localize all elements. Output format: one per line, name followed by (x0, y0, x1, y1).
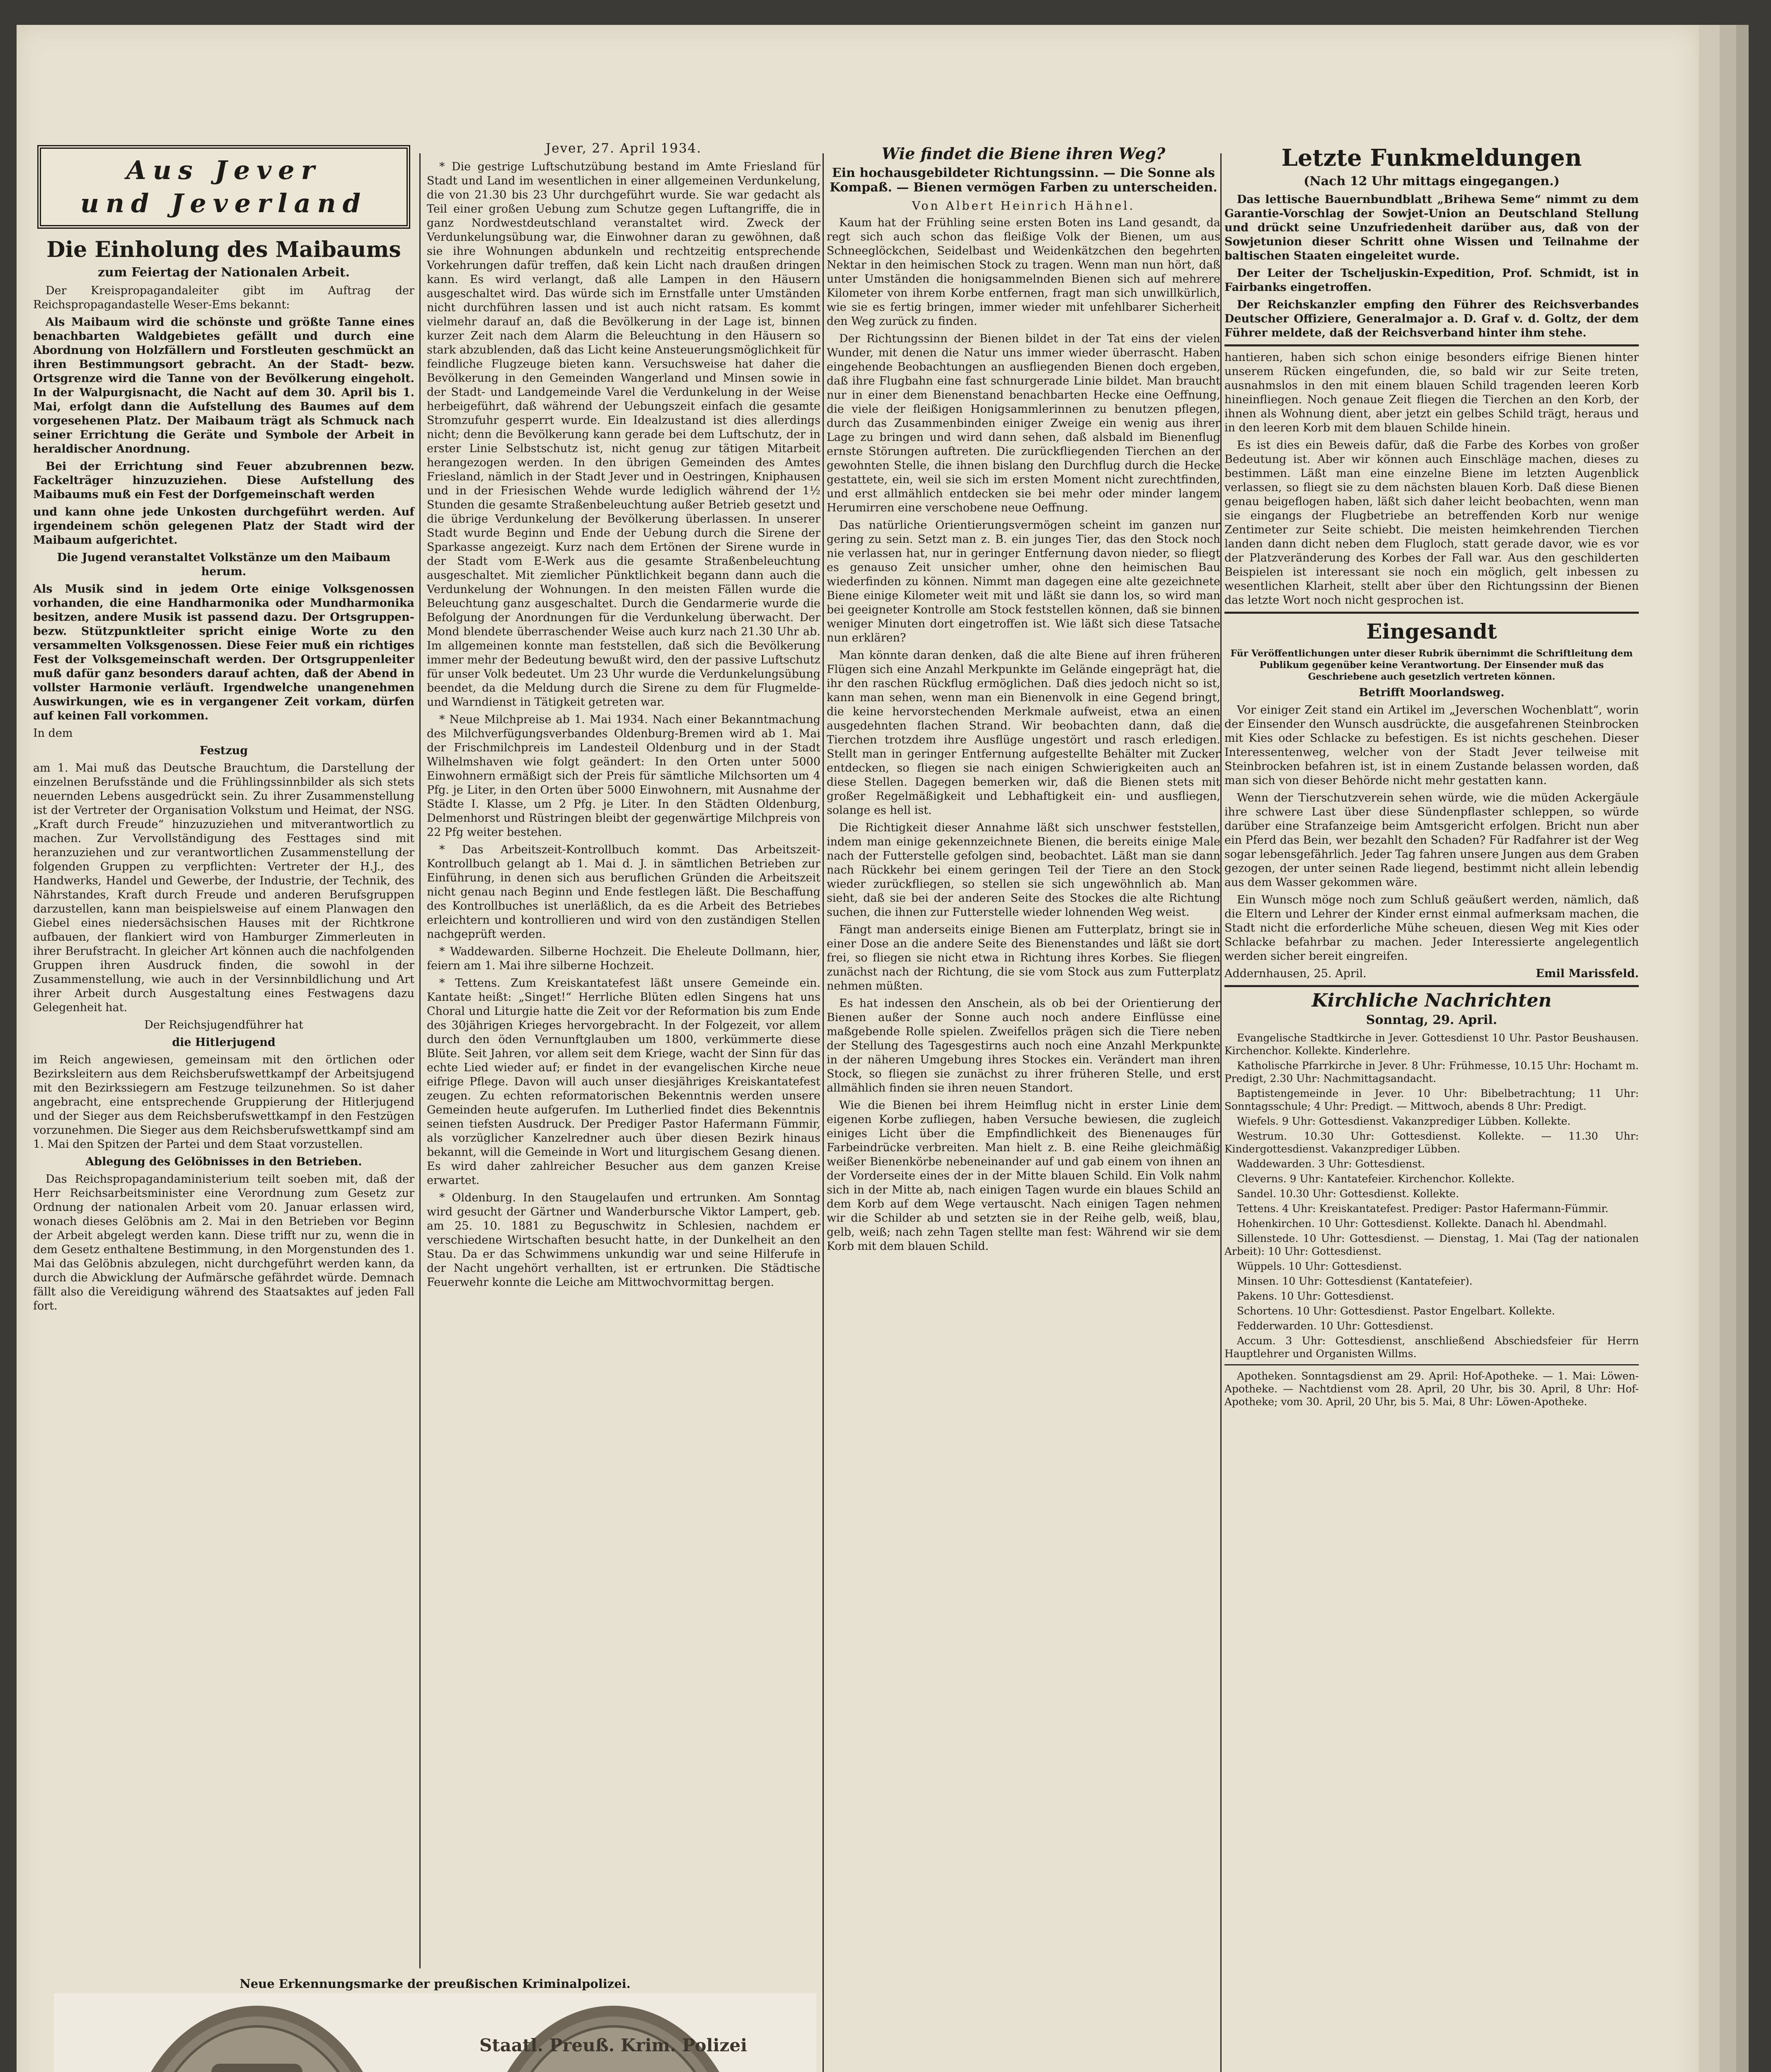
service-entry: Sillenstede. 10 Uhr: Gottesdienst. — Dienstag, 1. Mai (Tag der nationalen Arbeit): 10 Uhr: Gottesdienst. (1224, 1232, 1639, 1257)
masthead-line-2: und Jeverland (80, 188, 368, 218)
news-item: * Oldenburg. In den Staugelaufen und ertrunken. Am Sonntag wird gesucht der Gärtner und Wanderbursche Viktor Lampert, geb. am 25. 10. 1881 zu Beguschwitz in Schlesien, nachdem er verschiedene Wirtschaften besucht hatte, in der Dunkelheit an den Stau. Da er das Schwimmens unkundig war und seine Hilferufe in der Nacht ungehört verhallten, ist er ertrunken. Die Städtische Feuerwehr konnte die Leiche am Mittwochvormittag bergen. (427, 1191, 820, 1289)
section-subhead: Ablegung des Gelöbnisses in den Betrieben. (85, 1155, 362, 1168)
service-entry: Pakens. 10 Uhr: Gottesdienst. (1237, 1290, 1394, 1302)
signoff (1224, 967, 1639, 981)
service-entry: Accum. 3 Uhr: Gottesdienst, anschließend Abschiedsfeier für Herrn Hauptlehrer und Organisten Willms. (1224, 1335, 1639, 1360)
divider (1224, 612, 1639, 614)
article-headline: Wie findet die Biene ihren Weg? (881, 144, 1166, 163)
section-headline: Eingesandt (1366, 619, 1497, 644)
service-entry: Hohenkirchen. 10 Uhr: Gottesdienst. Kollekte. Danach hl. Abendmahl. (1237, 1218, 1607, 1230)
paragraph: Vor einiger Zeit stand ein Artikel im „Jeverschen Wochenblatt“, worin der Einsender den Wunsch ausdrückte, die ausgefahrenen Steinbrocken mit Kies oder Schlacke zu befestigen. Es ist nichts geschehen. Dieser Interessentenweg, welcher von der Stadt Jever teilweise mit Steinbrocken befahren ist, ist in einem Zustande belassen worden, daß man sich von dieser Behörde nicht mehr gestatten kann. (1224, 704, 1639, 787)
dateline: Jever, 27. April 1934. (545, 141, 702, 156)
article-subhead: zum Feiertag der Nationalen Arbeit. (97, 265, 350, 280)
column-rule (419, 153, 421, 1968)
paragraph: Fängt man anderseits einige Bienen am Futterplatz, bringt sie in einer Dose an die andere Seite des Bienenstandes und läßt sie dort frei, so fliegen sie nicht etwa in Richtung ihres Korbes. Sie fliegen zunächst nach der Richtung, die sie vom Stock aus zum Futterplatz nehmen müßten. (827, 923, 1220, 992)
section-headline: Kirchliche Nachrichten (1311, 990, 1552, 1011)
service-entry: Minsen. 10 Uhr: Gottesdienst (Kantatefeier). (1237, 1275, 1473, 1287)
paragraph: Wie die Bienen bei ihrem Heimflug nicht in erster Linie dem eigenen Korbe zufliegen, haben Versuche bewiesen, die zugleich einiges Licht über die Empfindlichkeit des Bienenauges für Farbeindrücke verbreiten. Man hielt z. B. eine Reihe gleichmäßig weißer Bienenkörbe nebeneinander auf und gab einem von ihnen an der Vorderseite eines der in der Mitte blauen Schild. Ein Volk nahm sich in der Mitte ab, nach einigen Tagen wurde ein blaues Schild an dem Korb auf dem Wege vertauscht. Nach einigen Tagen nehmen wir die Schilder ab und setzten sie in der Reihe gelb, weiß, blau, gelb, weiß; nach zehn Tagen stellte man fest: Während wir sie dem Korb mit dem blauen Schild. (827, 1099, 1220, 1253)
badge-inscription-top: Staatl. Preuß. Krim. Polizei (479, 2035, 748, 2055)
photo-caption-top: Neue Erkennungsmarke der preußischen Kriminalpolizei. (240, 1977, 631, 1991)
paragraph: In dem (33, 727, 73, 740)
section-date: Sonntag, 29. April. (1366, 1013, 1498, 1027)
column-2 (427, 141, 820, 1293)
section-subhead: (Nach 12 Uhr mittags eingegangen.) (1304, 174, 1560, 189)
disclaimer: Für Veröffentlichungen unter dieser Rubrik übernimmt die Schriftleitung dem Publikum gegenüber keine Verantwortung. Der Einsender muß das Geschriebene auch gesetzlich vertreten können. (1230, 648, 1633, 682)
paragraph: Wenn der Tierschutzverein sehen würde, wie die müden Ackergäule ihre schwere Last über diese Sündenpflaster schleppen, so würde darüber eine Strafanzeige beim Amtsgericht erfolgen. Bricht nun aber ein Pferd das Bein, wer bezahlt den Schaden? Für Radfahrer ist der Weg sogar lebensgefährlich. Jeder Tag fahren unsere Jungen aus dem Graben gezogen, der unter seinen Rade liegend, bestimmt nicht allein lebendig aus dem Wasser gekommen wäre. (1224, 792, 1639, 889)
paragraph: Als Musik sind in jedem Orte einige Volksgenossen vorhanden, die eine Handharmonika oder Mundharmonika besitzen, andere Musik ist passend dazu. Der Ortsgruppen- bezw. Stützpunktleiter spricht einige Worte zu den versammelten Volksgenossen. Diese Feier muß ein richtiges Fest der Volksgemeinschaft werden. Der Ortsgruppenleiter muß dafür ganz besonders darauf achten, daß der Abend in vollster Harmonie verläuft. Irgendwelche unangenehmen Auswirkungen, wie es in vergangener Zeit vorkam, dürfen auf keinen Fall vorkommen. (33, 583, 414, 722)
paragraph: Ein Wunsch möge noch zum Schluß geäußert werden, nämlich, daß die Eltern und Lehrer der Kinder ernst einmal aufmerksam machen, die Stadt nicht die erforderliche Mühe scheuen, diesen Weg mit Kies oder Schlacke befahrbar zu machen. Jeder Interessierte angelegentlich werden sicher bereit eingreifen. (1224, 893, 1639, 963)
page-edge (1720, 25, 1736, 2072)
byline: Von Albert Heinrich Hähnel. (912, 199, 1135, 213)
service-entry: Katholische Pfarrkirche in Jever. 8 Uhr: Frühmesse, 10.15 Uhr: Hochamt m. Predigt, 2.30 Uhr: Nachmittagsandacht. (1224, 1060, 1639, 1084)
masthead-line-1: Aus Jever (126, 155, 322, 185)
paragraph: im Reich angewiesen, gemeinsam mit den örtlichen oder Bezirksleitern aus dem Reichsberufswettkampf der Arbeitsjugend mit den Bezirkssiegern am Festzuge teilzunehmen. So ist daher angebracht, eine entsprechende Gruppierung der Hitlerjugend und der Sieger aus dem Reichsberufswettkampf in den Festzügen vorzunehmen. Die Sieger aus dem Reichsberufswettkampf sind am 1. Mai den Spitzen der Partei und dem Staat vorzustellen. (33, 1053, 414, 1151)
page-edge (1736, 25, 1749, 2072)
letter-topic: Betrifft Moorlandsweg. (1359, 686, 1505, 699)
paragraph: Die Jugend veranstaltet Volkstänze um den Maibaum herum. (57, 551, 391, 578)
pharmacy-notice: Apotheken. Sonntagsdienst am 29. April: Hof-Apotheke. — 1. Mai: Löwen-Apotheke. — Nachtdienst vom 28. April, 20 Uhr, bis 30. April, 8 Uhr: Hof-Apotheke; vom 30. April, 20 Uhr, bis 5. Mai, 8 Uhr: Löwen-Apotheke. (1224, 1370, 1639, 1408)
section-masthead (37, 145, 410, 229)
service-entry: Tettens. 4 Uhr: Kreiskantatefest. Prediger: Pastor Hafermann-Fümmir. (1237, 1203, 1609, 1215)
section-subhead: die Hitlerjugend (172, 1036, 276, 1049)
news-item: Der Leiter der Tscheljuskin-Expedition, Prof. Schmidt, ist in Fairbanks eingetroffen. (1224, 267, 1639, 294)
service-entry: Westrum. 10.30 Uhr: Gottesdienst. Kollekte. — 11.30 Uhr: Kindergottesdienst. Vakanzprediger Lübben. (1224, 1130, 1639, 1155)
paragraph: Kaum hat der Frühling seine ersten Boten ins Land gesandt, da regt sich auch schon das fleißige Volk der Bienen, um aus Schneeglöckchen, Seidelbast und Weidenkätzchen den begehrten Nektar in den heimischen Stock zu tragen. Wenn man nun hört, daß unter Umständen die honigsammelnden Bienen sich auf mehrere Kilometer von ihrem Korbe entfernen, fragt man sich unwillkürlich, wie sie es fertig bringen, immer wieder mit unfehlbarer Sicherheit den Weg zurück zu finden. (827, 216, 1220, 328)
paragraph: Das natürliche Orientierungsvermögen scheint im ganzen nur gering zu sein. Setzt man z. B. ein junges Tier, das den Stock noch nie verlassen hat, nur in geringer Entfernung davon nieder, so fliegt es genauso Zeit unsicher umher, ohne den heimischen Bau wiederfinden zu können. Nimmt man dagegen eine alte gezeichnete Biene einige Kilometer weit mit und läßt sie dann los, so wird man bei geeigneter Kontrolle am Stock feststellen können, daß sie binnen weniger Minuten dort eingetroffen ist. Wie läßt sich diese Tatsache nun erklären? (827, 519, 1220, 644)
news-item: * Waddewarden. Silberne Hochzeit. Die Eheleute Dollmann, hier, feiern am 1. Mai ihre silberne Hochzeit. (427, 945, 820, 972)
divider (1224, 985, 1639, 987)
paragraph: Es hat indessen den Anschein, als ob bei der Orientierung der Bienen außer der Sonne auch noch andere Einflüsse eine maßgebende Rolle spielen. Zweifellos prägen sich die Tiere neben der Stellung des Tagesgestirns auch noch eine Anzahl Merkpunkte in der näheren Umgebung ihres Stockes ein. Verändert man ihren Stock, so fliegen sie zunächst zu ihrer früheren Stelle, und erst allmählich finden sie ihren neuen Standort. (827, 997, 1220, 1094)
news-item: * Das Arbeitszeit-Kontrollbuch kommt. Das Arbeitszeit-Kontrollbuch gelangt ab 1. Mai d. J. in sämtlichen Betrieben zur Einführung, in denen sich aus beruflichen Gründen die Arbeitszeit nicht genau nach Beginn und Ende festlegen läßt. Die Beschaffung des Kontrollbuches ist unerläßlich, da es die Arbeit des Betriebes erleichtern und kontrollieren und wird von den zuständigen Stellen nachgeprüft werden. (427, 843, 820, 941)
paragraph: Die Richtigkeit dieser Annahme läßt sich unschwer feststellen, indem man einige gekennzeichnete Bienen, die bereits einige Male nach der Futterstelle gefolgen sind, beobachtet. Läßt man sie dann nach Rückkehr bei einem geringen Teil der Tiere an den Stock wieder zurückfliegen, so stellen sie sich ungewöhnlich ab. Man sieht, daß sie bei der anderen Seite des Stockes die alte Richtung suchen, die ihnen zur Futterstelle wieder lohnenden Weg weist. (827, 821, 1220, 919)
service-entry: Sandel. 10.30 Uhr: Gottesdienst. Kollekte. (1237, 1188, 1459, 1200)
signoff-place: Addernhausen, 25. April. (1224, 967, 1367, 980)
article-subhead: Ein hochausgebildeter Richtungssinn. — Die Sonne als Kompaß. — Bienen vermögen Farben zu unterscheiden. (830, 166, 1217, 195)
service-entry: Baptistengemeinde in Jever. 10 Uhr: Bibelbetrachtung; 11 Uhr: Sonntagsschule; 4 Uhr: Predigt. — Mittwoch, abends 8 Uhr: Predigt. (1224, 1087, 1639, 1112)
service-entry: Cleverns. 9 Uhr: Kantatefeier. Kirchenchor. Kollekte. (1237, 1173, 1515, 1185)
paragraph: Der Richtungssinn der Bienen bildet in der Tat eins der vielen Wunder, mit denen die Natur uns immer wieder überrascht. Haben eingehende Beobachtungen an ausfliegenden Bienen doch ergeben, daß ihre Flugbahn eine fast schnurgerade Linie bildet. Man braucht nur in einer dem Bienenstand benachbarten Hecke eine Oeffnung, die viele der fleißigen Honigsammlerinnen zu benutzen pflegen, durch das Zusammenbinden einiger Zweige ein wenig aus ihrer Lage zu bringen und wird dann sehen, daß alsbald im Bienenflug ernste Störungen auftreten. Die zurückfliegenden Tierchen an der gewohnten Stelle, die ihnen bislang den Durchflug durch die Hecke gestattete, ein, weil sie sich im ersten Moment nicht zurechtfinden, und erst allmählich entdecken sie bei mehr oder minder langem Herumirren eine verschobene neue Oeffnung. (827, 332, 1220, 514)
paragraph: am 1. Mai muß das Deutsche Brauchtum, die Darstellung der einzelnen Berufsstände und die Frühlingssinnbilder als sich stets neuernden Lebens ausgedrückt sein. Zu ihrer Zusammenstellung ist der Vertreter der Organisation Volkstum und Heimat, der NSG. „Kraft durch Freude“ hinzuzuziehen und mitverantwortlich zu machen. Zur Vervollständigung des Festtages sind mit heranzuziehen und zur verantwortlichen Zusammenstellung der folgenden Gruppen zu verpflichten: Vertreter der H.J., des Handwerks, Handel und Gewerbe, der Industrie, der Technik, des Nährstandes, Kraft durch Freude und anderen Berufsgruppen darzustellen, kann man beispielsweise auf einem Planwagen den Giebel eines niedersächsischen Hauses mit der Richtkrone aufbauen, der flankiert wird von Hamburger Zimmerleuten in ihrer Berufstracht. In gleicher Art können auch die nachfolgenden Gruppen ihren Ausdruck finden, die sowohl in der Zusammenstellung, wie auch in der Versinnbildlichung und Art ihrer Arbeit durch Ausgestaltung eines Festwagens dazu Gelegenheit hat. (33, 762, 414, 1014)
paragraph: Als Maibaum wird die schönste und größte Tanne eines benachbarten Waldgebietes gefällt und durch eine Abordnung von Holzfällern und Forstleuten geschmückt an ihren Bestimmungsort gebracht. An der Stadt- bezw. Ortsgrenze wird die Tanne von der Bevölkerung eingeholt. In der Walpurgisnacht, die Nacht auf dem 30. April bis 1. Mai, erfolgt dann die Aufstellung des Baumes auf dem vorgesehenen Platz. Der Maibaum trägt als Schmuck nach seiner Errichtung die Geräte und Symbole der Arbeit in heraldischer Anordnung. (33, 316, 414, 455)
signoff-name: Emil Marissfeld. (1536, 967, 1639, 980)
paragraph: Man könnte daran denken, daß die alte Biene auf ihren früheren Flügen sich eine Anzahl Merkpunkte im Gelände eingeprägt hat, die ihr den raschen Rückflug ermöglichen. Daß dies jedoch nicht so ist, kann man sehen, wenn man ein Bienenvolk in eine Gegend bringt, die keine hervorstechenden Merkmale aufweist, etwa an einen ausgedehnten flachen Strand. Wir beobachten dann, daß die Tierchen trotzdem ihre Ausflüge ungestört und rasch erledigen. Stellt man in geringer Entfernung aufgestellte Behälter mit Zucker entdecken, so fliegen sie nach einigen Schwierigkeiten auch an diese Stellen. Dagegen bemerken wir, daß die Bienen stets mit großer Regelmäßigkeit und Lebhaftigkeit ein- und ausfliegen, solange es hell ist. (827, 649, 1220, 817)
paragraph: Es ist dies ein Beweis dafür, daß die Farbe des Korbes von großer Bedeutung ist. Aber wir können auch Einschläge machen, dieses zu bestimmen. Läßt man eine einzelne Biene im letzten Augenblick verlassen, so fliegt sie zu dem nächsten blauen Korb. Daß diese Bienen genau beigeflogen haben, läßt sich daher leicht beobachten, wenn man sie eingangs der Flugbetriebe an betreffenden Korb nur wenige Zentimeter zur Seite schiebt. Die meisten heimkehrenden Tierchen landen dann dicht neben dem Flugloch, statt gerade davor, wie es vor der Platzveränderung des Korbes der Fall war. Aus den geschilderten Beispielen ist interessant sie noch ein möglich, gelt inbessen zu wesentlichen Klarheit, stellt aber über den Richtungssinn der Bienen das letzte Wort noch nicht gesprochen ist. (1224, 439, 1639, 607)
paragraph: Das Reichspropagandaministerium teilt soeben mit, daß der Herr Reichsarbeitsminister eine Verordnung zum Gesetz zur Ordnung der nationalen Arbeit vom 20. Januar erlassen wird, wonach dieses Gelöbnis am 2. Mai in den Betrieben vor Beginn der Arbeit abgelegt werden kann. Diese trifft nur zu, wenn die in dem Gesetz enthaltene Bestimmung, in den Morgenstunden des 1. Mai das Gelöbnis abzulegen, nicht durchgeführt werden kann, da durch die Abwicklung der Aufmärsche gefährdet würde. Demnach fällt also die Vereidigung während des Staatsaktes auf jeden Fall fort. (33, 1173, 414, 1312)
badge-photo (54, 1993, 816, 2072)
news-item: * Die gestrige Luftschutzübung bestand im Amte Friesland für Stadt und Land im wesentlichen in einer allgemeinen Verdunkelung, die von 21.30 bis 23 Uhr durchgeführt wurde. Sie war gedacht als Teil einer großen Uebung zum Schutze gegen Luftangriffe, die in ganz Nordwestdeutschland veranstaltet wird. Zweck der Verdunkelungsübung war, die Einwohner daran zu gewöhnen, daß sie ihre Wohnungen abdunkeln und rechtzeitig entsprechende Vorkehrungen dafür treffen, daß kein Licht nach draußen dringen kann. Es wird verlangt, daß alle Lampen in den Häusern ausgeschaltet wird. Das würde sich im Ernstfalle unter Umständen nicht durchführen lassen und ist auch nicht ratsam. Es kommt vielmehr darauf an, daß die Bevölkerung in der Lage ist, binnen kurzer Zeit nach dem Alarm die Beleuchtung in den Häusern so stark abzublenden, daß das Licht keine Ansteuerungsmöglichkeit für feindliche Flugzeuge bieten kann. Versuchsweise hat daher die Bevölkerung in den Gemeinden Wangerland und Minsen sowie in der Stadt- und Landgemeinde Varel die Verdunkelung in der Weise herbeigeführt, daß während der Uebungszeit einfach die gesamte Stromzufuhr gesperrt wurde. Ein Idealzustand ist dies allerdings nicht; denn die Bevölkerung kann gerade bei dem Luftschutz, der in erster Linie Selbstschutz ist, nicht genug zur tätigen Mitarbeit herangezogen werden. In den übrigen Gemeinden des Amtes Friesland, nämlich in der Stadt Jever und in Oestringen, Kniphausen und in der Friesischen Wehde wurde lediglich während der 1½ Stunden die gesamte Straßenbeleuchtung außer Betrieb gesetzt und die übrige Verdunkelung der Bevölkerung überlassen. In unserer Stadt wurde Beginn und Ende der Uebung durch die Sirene der Sparkasse angezeigt. Kurz nach dem Ertönen der Sirene wurde in der Stadt vom E-Werk aus die gesamte Straßenbeleuchtung ausgeschaltet. Mit ziemlicher Pünktlichkeit begann dann auch die Verdunkelung der Wohnungen. In den meisten Fällen wurde die Beleuchtung ganz ausgeschaltet. Durch die Gendarmerie wurde die Befolgung der Anordnungen für die Verdunkelung überwacht. Der Mond blendete überraschender Weise auch kurz nach 21.30 Uhr ab. Im allgemeinen konnte man feststellen, daß sich die Bevölkerung immer mehr der Bedeutung bewußt wird, den der passive Luftschutz für unser Volk bedeutet. Um 23 Uhr wurde die Verdunkelungsübung beendet, da die Meldung durch die Sirene zu dem für Flugmelde- und Warndienst in Tätigkeit getreten war. (427, 160, 820, 709)
divider (1224, 1364, 1639, 1365)
page-edge (1699, 25, 1720, 2072)
column-rule (1220, 153, 1222, 2072)
service-entry: Fedderwarden. 10 Uhr: Gottesdienst. (1237, 1320, 1434, 1332)
service-entry: Evangelische Stadtkirche in Jever. Gottesdienst 10 Uhr. Pastor Beushausen. Kirchenchor. Kollekte. Kinderlehre. (1224, 1032, 1639, 1057)
column-4 (1224, 141, 1639, 1411)
service-entry: Schortens. 10 Uhr: Gottesdienst. Pastor Engelbart. Kollekte. (1237, 1305, 1555, 1317)
column-rule (823, 153, 824, 2072)
news-item: * Neue Milchpreise ab 1. Mai 1934. Nach einer Bekanntmachung des Milchverfügungsverbandes Oldenburg-Bremen wird ab 1. Mai der Frischmilchpreis im Landesteil Oldenburg und in der Stadt Wilhelmshaven wie folgt geändert: In den Orten unter 5000 Einwohnern ermäßigt sich der Preis für sämtliche Milchsorten um 4 Pfg. je Liter, in den Orten über 5000 Einwohnern, mit Ausnahme der Städte I. Klasse, um 2 Pfg. je Liter. In den Städten Oldenburg, Delmenhorst und Rüstringen bleibt der gegenwärtige Milchpreis von 22 Pfg weiter bestehen. (427, 713, 820, 839)
paragraph: hantieren, haben sich schon einige besonders eifrige Bienen hinter unserem Rücken eingefunden, die, so bald wir zur Seite treten, ausnahmslos in den mit einem blauen Schild tragenden leeren Korb hineinfliegen. Noch genaue Zeit fliegen die Tierchen an den Korb, der ihnen als Wohnung dient, aber jetzt ein gelbes Schild trägt, heraus und in den leeren Korb mit dem blauen Schilde hinein. (1224, 351, 1639, 434)
section-subhead: Festzug (199, 744, 248, 757)
badge-plaque (211, 2064, 302, 2072)
news-item: Das lettische Bauernbundblatt „Brihewa Seme“ nimmt zu dem Garantie-Vorschlag der Sowjet-Union an Deutschland Stellung und drückt seine Unzufriedenheit darüber aus, daß von der Sowjetunion dieser Schritt ohne Wissen und Teilnahme der baltischen Staaten eingeleitet wurde. (1224, 193, 1639, 262)
photo-block (54, 1977, 816, 2072)
article-headline: Die Einholung des Maibaums (46, 237, 401, 262)
photo (54, 1993, 816, 2072)
service-entry: Wüppels. 10 Uhr: Gottesdienst. (1237, 1260, 1402, 1272)
paragraph: Der Reichsjugendführer hat (144, 1019, 303, 1031)
column-1 (33, 141, 414, 1317)
column-3 (827, 141, 1220, 1257)
paragraph: Bei der Errichtung sind Feuer abzubrennen bezw. Fackelträger hinzuzuziehen. Diese Aufstellung des Maibaums muß ein Fest der Dorfgemeinschaft werden (33, 460, 414, 501)
paragraph: Der Kreispropagandaleiter gibt im Auftrag der Reichspropagandastelle Weser-Ems bekannt: (33, 284, 414, 311)
divider (1224, 344, 1639, 346)
paragraph: und kann ohne jede Unkosten durchgeführt werden. Auf irgendeinem schön gelegenen Platz der Stadt wird der Maibaum aufgerichtet. (33, 506, 414, 547)
section-headline: Letzte Funkmeldungen (1281, 144, 1582, 172)
news-item: * Tettens. Zum Kreiskantatefest läßt unsere Gemeinde ein. Kantate heißt: „Singet!“ Herrliche Blüten edlen Singens hat uns Choral und Liturgie hatte die Zeit vor der Reformation bis zum Ende des 30jährigen Krieges hervorgebracht. In der Folgezeit, vor allem durch den öden Vernunftglauben um 1800, verkümmerte diese Blüte. Seit Jahren, vor allem seit dem Kriege, wacht der Sinn für das echte Lied wieder auf; er findet in der evangelischen Kirche neue eifrige Pflege. Davon will auch unser diesjähriges Kreiskantatefest zeugen. Zu echten reformatorischen Bekenntnis werden unsere Gemeinden heute aufgerufen. Im Lutherlied findet dies Bekenntnis seinen tiefsten Ausdruck. Der Prediger Pastor Hafermann Fümmir, als vorzüglicher Kanzelredner auch über diesen Bezirk hinaus bekannt, will die Gemeinde in Wort und liturgischem Gesang dienen. Es wird daher zahlreicher Besucher aus dem ganzen Kreise erwartet. (427, 977, 820, 1187)
service-entry: Waddewarden. 3 Uhr: Gottesdienst. (1237, 1158, 1425, 1170)
service-entry: Wiefels. 9 Uhr: Gottesdienst. Vakanzprediger Lübben. Kollekte. (1237, 1115, 1571, 1127)
news-item: Der Reichskanzler empfing den Führer des Reichsverbandes Deutscher Offiziere, Generalmajor a. D. Graf v. d. Goltz, der dem Führer meldete, daß der Reichsverband hinter ihm stehe. (1224, 298, 1639, 339)
